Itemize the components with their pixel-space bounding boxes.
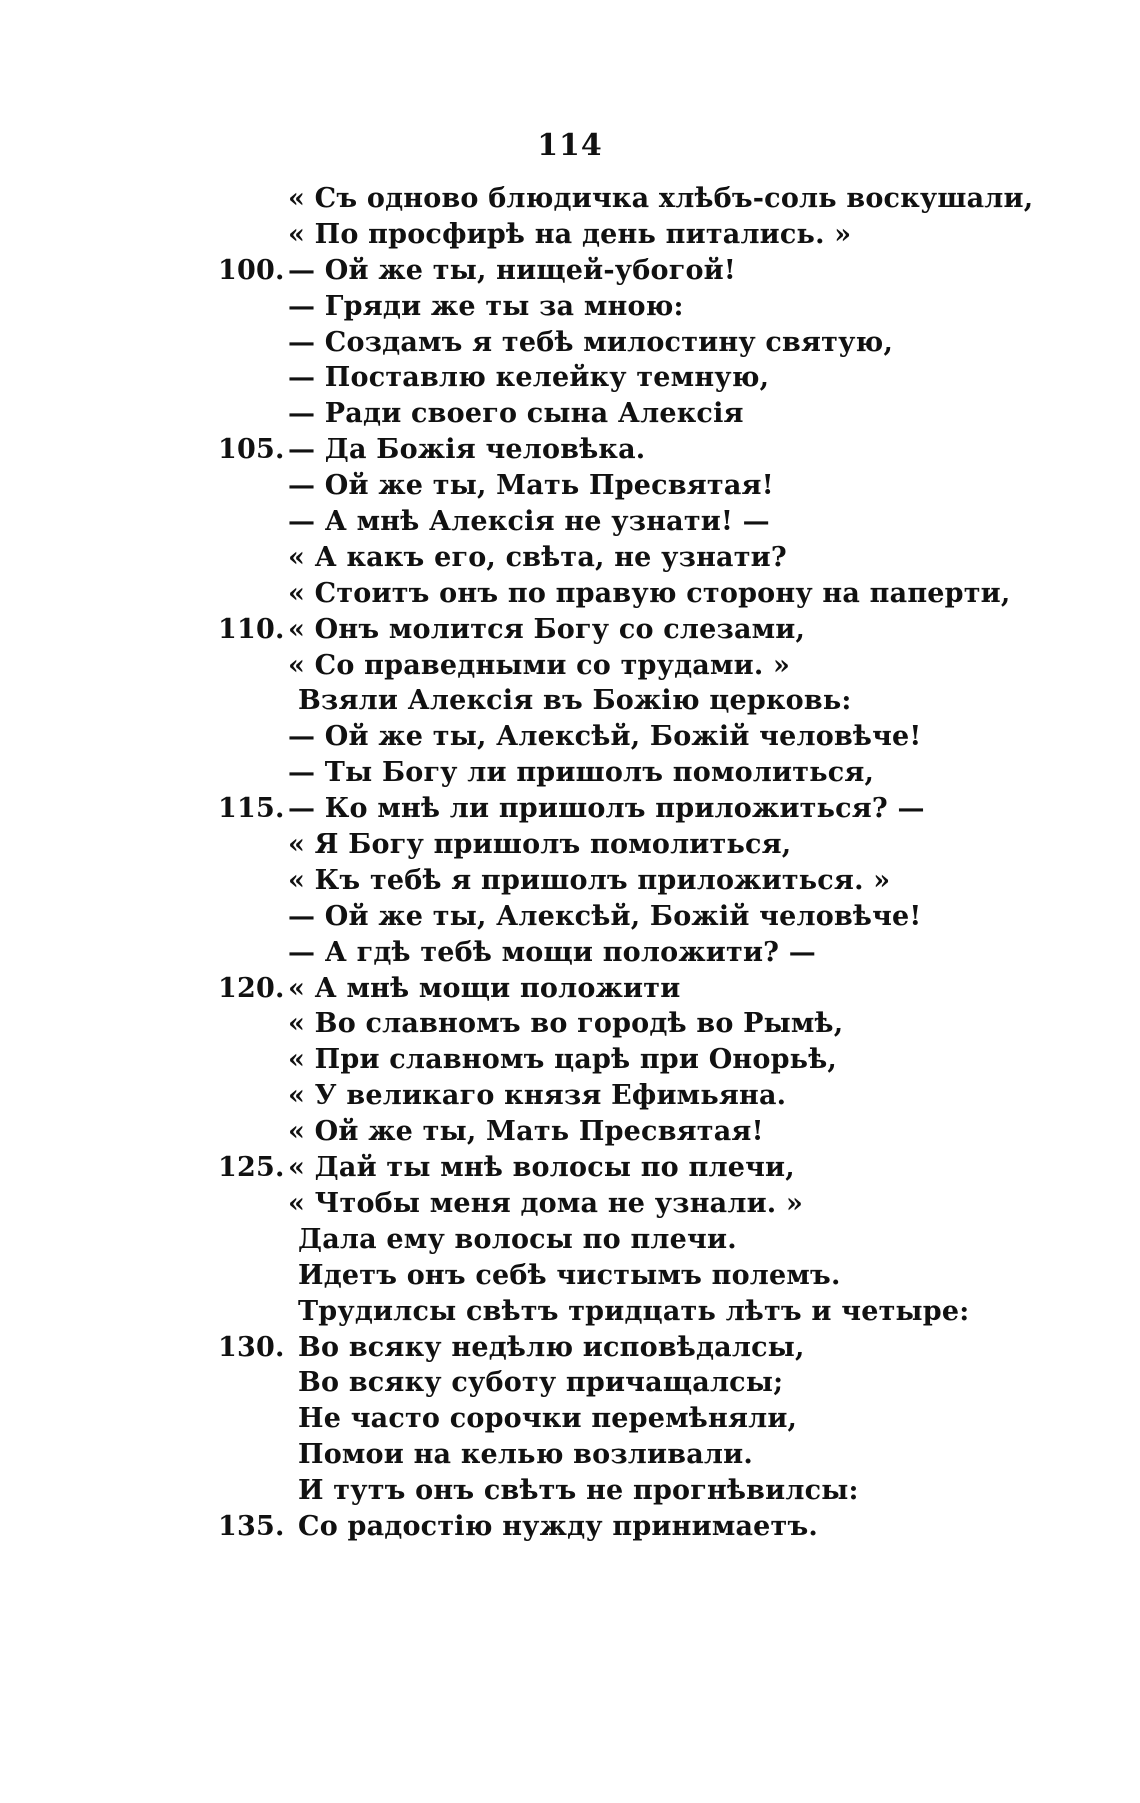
- verse-line: [218, 576, 1078, 612]
- line-text: « Я Богу пришолъ помолиться,: [288, 829, 792, 861]
- verse-line: [218, 540, 1078, 576]
- line-number: 125.: [218, 1152, 285, 1184]
- line-text: И тутъ онъ свѣтъ не прогнѣвилсы:: [298, 1475, 859, 1507]
- verse-line: [218, 468, 1078, 504]
- line-text: — Ради своего сына Алексія: [288, 398, 744, 430]
- verse-line: [218, 1258, 1078, 1294]
- line-text: — Создамъ я тебѣ милостину святую,: [288, 326, 894, 358]
- line-number: 100.: [218, 254, 285, 286]
- verse-line: [218, 1186, 1078, 1222]
- line-text: « А мнѣ мощи положити: [288, 972, 681, 1004]
- page-number: 114: [537, 128, 603, 163]
- line-number: 105.: [218, 434, 285, 466]
- verse-line: [218, 791, 1078, 827]
- verse-line: [218, 360, 1078, 396]
- line-text: Во всяку суботу причащалсы;: [298, 1367, 784, 1399]
- verse-line: [218, 683, 1078, 719]
- verse-line: [218, 863, 1078, 899]
- verse-line: [218, 935, 1078, 971]
- line-text: « Со праведными со трудами. »: [288, 649, 791, 681]
- line-text: — Ой же ты, Мать Пресвятая!: [288, 470, 774, 502]
- line-text: Дала ему волосы по плечи.: [298, 1223, 737, 1255]
- verse-line: [218, 971, 1078, 1007]
- line-text: — А мнѣ Алексія не узнати! —: [288, 506, 770, 538]
- line-text: — Да Божія человѣка.: [288, 434, 646, 466]
- verse-line: [218, 612, 1078, 648]
- line-number: 110.: [218, 613, 285, 645]
- line-text: — А гдѣ тебѣ мощи положити? —: [288, 936, 817, 968]
- verse-line: [218, 1365, 1078, 1401]
- line-text: Идетъ онъ себѣ чистымъ полемъ.: [298, 1259, 841, 1291]
- line-text: « Ой же ты, Мать Пресвятая!: [288, 1116, 764, 1148]
- verse-line: [218, 396, 1078, 432]
- line-text: « При славномъ царѣ при Онорьѣ,: [288, 1044, 837, 1076]
- verse-line: [218, 504, 1078, 540]
- line-number: 115.: [218, 793, 285, 825]
- line-text: Взяли Алексія въ Божію церковь:: [298, 685, 852, 717]
- verse-line: [218, 432, 1078, 468]
- verse-line: [218, 1401, 1078, 1437]
- line-text: Трудилсы свѣтъ тридцать лѣтъ и четыре:: [298, 1295, 970, 1327]
- line-text: Не часто сорочки перемѣняли,: [298, 1403, 798, 1435]
- verse-line: [218, 1078, 1078, 1114]
- line-number: 135.: [218, 1510, 285, 1542]
- verse-line: [218, 1437, 1078, 1473]
- verse-line: [218, 253, 1078, 289]
- verse-line: [218, 1114, 1078, 1150]
- line-text: « Къ тебѣ я пришолъ приложиться. »: [288, 864, 891, 896]
- line-text: — Ты Богу ли пришолъ помолиться,: [288, 757, 875, 789]
- line-text: « Стоитъ онъ по правую сторону на паперти,: [288, 577, 1011, 609]
- verse-line: [218, 1042, 1078, 1078]
- verse-line: [218, 1473, 1078, 1509]
- line-text: — Ой же ты, нищей-убогой!: [288, 254, 736, 286]
- verse-line: [218, 755, 1078, 791]
- verse-line: [218, 827, 1078, 863]
- line-text: « По просфирѣ на день питались. »: [288, 218, 852, 250]
- line-text: — Ко мнѣ ли пришолъ приложиться? —: [288, 793, 925, 825]
- line-number: 130.: [218, 1331, 285, 1363]
- verse-line: [218, 719, 1078, 755]
- line-text: — Поставлю келейку темную,: [288, 362, 770, 394]
- verse-line: [218, 1222, 1078, 1258]
- line-text: « Дай ты мнѣ волосы по плечи,: [288, 1152, 795, 1184]
- verse-line: [218, 1330, 1078, 1366]
- verse-line: [218, 289, 1078, 325]
- verse-block: [218, 181, 1078, 1545]
- verse-line: [218, 181, 1078, 217]
- verse-line: [218, 1006, 1078, 1042]
- line-text: Во всяку недѣлю исповѣдалсы,: [298, 1331, 805, 1363]
- line-text: « Онъ молится Богу со слезами,: [288, 613, 806, 645]
- verse-line: [218, 217, 1078, 253]
- line-number: 120.: [218, 972, 285, 1004]
- line-text: — Гряди же ты за мною:: [288, 290, 684, 322]
- line-text: « А какъ его, свѣта, не узнати?: [288, 541, 787, 573]
- line-text: « У великаго князя Ефимьяна.: [288, 1080, 787, 1112]
- line-text: « Чтобы меня дома не узнали. »: [288, 1187, 804, 1219]
- line-text: « Во славномъ во городѣ во Рымѣ,: [288, 1008, 844, 1040]
- line-text: — Ой же ты, Алексѣй, Божій человѣче!: [288, 721, 922, 753]
- line-text: — Ой же ты, Алексѣй, Божій человѣче!: [288, 900, 922, 932]
- line-text: Со радостію нужду принимаетъ.: [298, 1510, 818, 1542]
- verse-line: [218, 899, 1078, 935]
- line-text: « Съ одново блюдичка хлѣбъ-соль воскушали,: [288, 183, 1034, 214]
- verse-line: [218, 1150, 1078, 1186]
- verse-line: [218, 648, 1078, 684]
- verse-line: [218, 1294, 1078, 1330]
- verse-line: [218, 1509, 1078, 1545]
- verse-line: [218, 325, 1078, 361]
- line-text: Помои на келью возливали.: [298, 1439, 753, 1471]
